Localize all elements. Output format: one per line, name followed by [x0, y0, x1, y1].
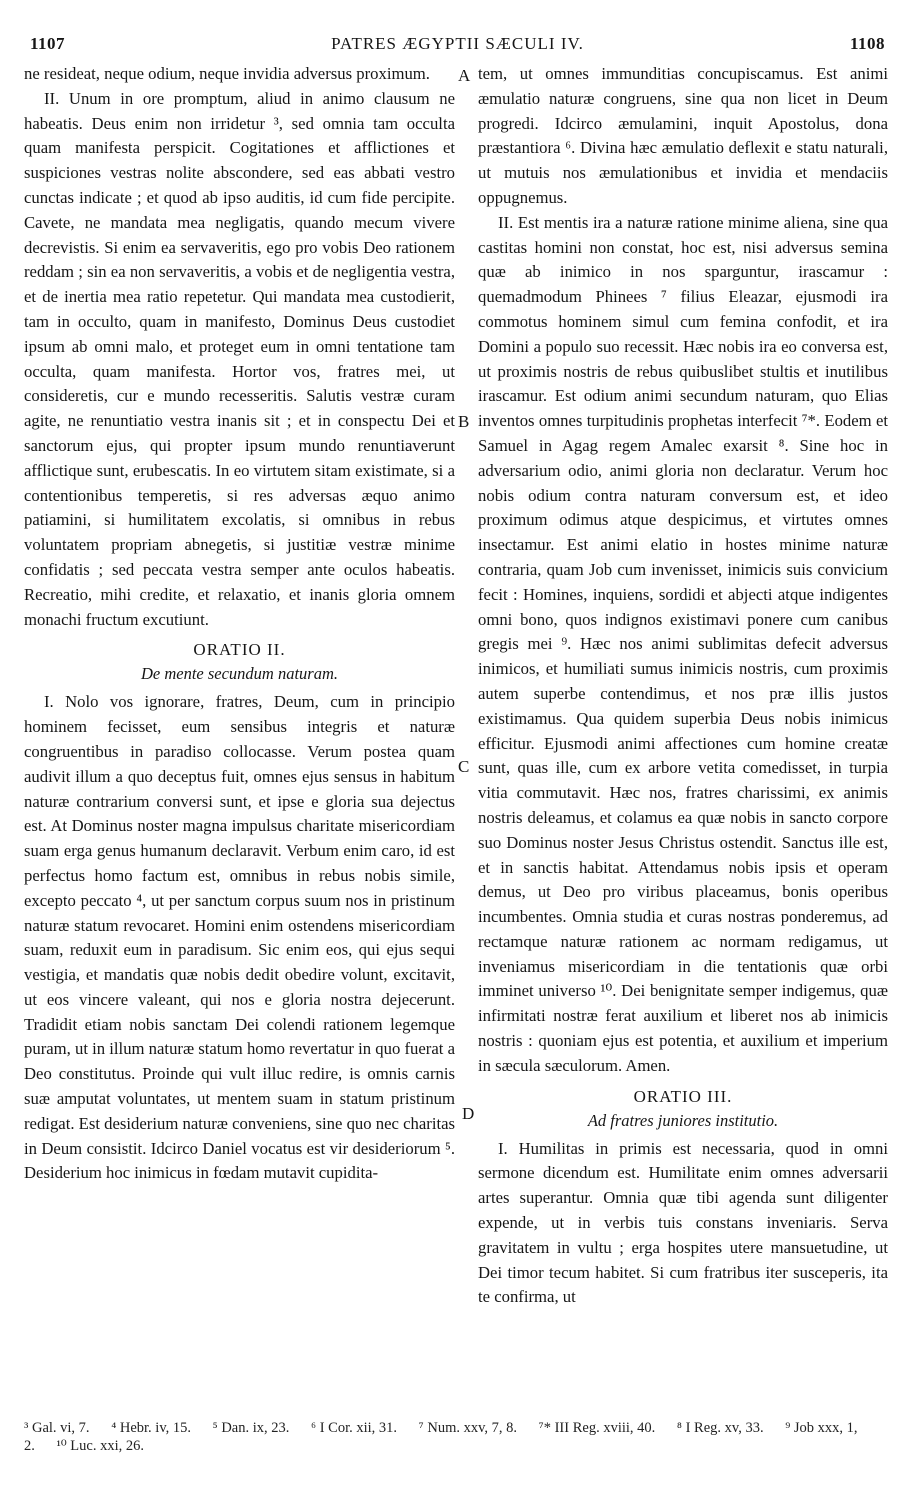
oratio-ii-subtitle: De mente secundum naturam. — [140, 664, 339, 684]
margin-letter-b: B — [458, 412, 470, 431]
footnote: ⁷* III Reg. xviii, 40. — [538, 1420, 656, 1436]
paragraph-section-ii: II. Est mentis ira a naturæ ratione minime aliena, sine qua castitas homini non constat, hoc est, nisi adversus semina quæ ab inimico in nos sparguntur, irascamur : quemadmodum Phinees ⁷ filius Eleazar, ejusmodi ira commotus hominem simul cum femina confodit, et ira Domini a populo suo recessit. Hæc nobis ira eo conversa est, ut proximis nostris de rebus quibuslibet stultis et inutilibus irascamur. Est odium animi secundum naturam, quo Elias inventos omnes turpitudinis prophetas interfecit ⁷*. Eodem et Samuel in Agag regem Amalec exarsit ⁸. Sine hoc in adversarium odio, animi gloria non declaratur. Verum hoc nobis odium contra naturam conversum est, et ideo proximum odimus atque despicimus, et virtutes omnes insectamur. Est animi elatio in hostes minime naturæ contraria, quam Job cum invenisset, inimicis suis convicium fecit : Homines, inquiens, sordidi et abjecti atque indigentes omni bono, quos indignos existimavi ponere cum canibus gregis mei ⁹. Hæc nos animi sublimitas defecit adversus inimicos, et humiliati sumus inimicis nostris, cum proximis autem superbe contendimus, et nos præ illis justos existimamus. Qua quidem superbia Deus nobis inimicus efficitur. Ejusmodi animi affectiones cum homine creatæ sunt, quas ille, cum ex arbore vetita comedisset, in turpia vitia commutavit. Hæc nos, fratres charissimi, ex animis nostris deleamus, et colamus ea quæ nobis in sancto corpore suo Dominus noster Jesus Christus ostendit. Sanctus ille est, et in sanctis habitat. Attendamus nobis ipsis et operam demus, ut Deo pro viribus placeamus, bonis operibus incumbentes. Omnia studia et curas nostras ponderemus, ad rectamque naturæ rationem ac normam redigamus, ut inveniamus misericordiam in die tentationis quæ orbi imminet universo ¹⁰. Dei benignitate semper indigemus, quæ infirmitati nostræ ferat auxilium et liberet nos ab inimicis nostris : quoniam ejus est potentia, et auxilium et imperium in sæcula sæculorum. Amen. — [478, 212, 888, 1075]
paragraph-oratio-ii-section-i: I. Nolo vos ignorare, fratres, Deum, cum in principio hominem fecisset, eum sensibus integris et naturæ congruentibus in paradiso collocasse. Verum postea quam audivit illum a quo deceptus fuit, omnes ejus sensus in habitum naturæ contrarium conversi sunt, et ipse e gloria sua dejectus est. At Dominus noster magna impulsus charitate misericordiam suam erga genus humanum declaravit. Verbum enim caro, id est perfectus homo factum est, omnibus in rebus nobis simile, excepto peccato ⁴, ut per sanctum corpus suum nos in pristinum naturæ statum revocaret. Homini enim ostendens misericordiam suam, reduxit eum in paradisum. Sic enim eos, qui ejus sequi vestigia, et mandatis quæ nobis dedit obedire volunt, excitavit, ut eos vincere valeant, qui nos e gloria nostra dejecerunt. Tradidit etiam nobis sanctam Dei colendi rationem legemque puram, ut in illum naturæ statum homo revertatur in quo fuerat a Deo constitutus. Proinde qui vult illuc redire, is omnis carnis suæ amputat voluntates, ut mentem suam in statum pristinum redigat. Est desiderium naturæ conveniens, sine quo nec charitas in Deum consistit. Idcirco Daniel vocatus est vir desideriorum ⁵. Desiderium hoc inimicus in fœdam mutavit cupidita- — [24, 692, 455, 1183]
footnote: ⁹ Job xxx, 1, 2. — [24, 1420, 858, 1454]
margin-letter-d: D — [462, 1104, 475, 1123]
paragraph-continuation: ne resideat, neque odium, neque invidia adversus proximum. — [24, 64, 430, 83]
oratio-iii-heading: ORATIO III. — [633, 1086, 733, 1106]
right-column — [478, 62, 888, 1310]
paragraph-oratio-iii-section-i: I. Humilitas in primis est necessaria, quod in omni sermone dicendum est. Humilitate enim omnes adversarii artes superantur. Omnia quæ tibi agenda sunt diligenter expende, ut in verbis tuis constans inveniaris. Serva gravitatem in vultu ; erga hospites utere mansuetudine, ut Dei timor tecum habitet. Si cum fratribus iter susceperis, ita te confirma, ut — [478, 1138, 888, 1307]
paragraph-continuation: tem, ut omnes immunditias concupiscamus. Est animi æmulatio naturæ congruens, sine qua non licet in Deum progredi. Idcirco æmulamini, inquit Apostolus, dona præstantiora ⁶. Divina hæc æmulatio deflexit e statu naturali, ut mutuis nos æmulationibus et invidia et mendaciis oppugnemus. — [478, 64, 888, 207]
page-header — [30, 14, 885, 54]
footnote: ⁷ Num. xxv, 7, 8. — [418, 1420, 518, 1436]
margin-letter-c: C — [458, 757, 470, 776]
running-title: PATRES ÆGYPTII SÆCULI IV. — [331, 34, 584, 53]
footnote: ³ Gal. vi, 7. — [24, 1420, 90, 1436]
paragraph-section-ii: II. Unum in ore promptum, aliud in animo clausum ne habeatis. Deus enim non irridetur ³, sed omnia tam occulta quam manifesta perspicit. Cogitationes et afflictiones et suspiciones vestras nolite abscondere, sed eas abbati vestro cunctas indicate ; et quod ab ipso auditis, id cum fide percipite. Cavete, ne mandata mea negligatis, quando mecum vivere decrevistis. Si enim ea servaveritis, ego pro vobis Deo rationem reddam ; sin ea non servaveritis, a vobis et de negligentia vestra, et de inertia mea ratio repetetur. Qui mandata mea custodierit, tam in occulto, quam in manifesto, Dominus Deus custodiet ipsum ab omni malo, et proteget eum in omni tentatione tam occulta, quam manifesta. Hortor vos, fratres mei, ut consideretis, cur e mundo recesseritis. Salutis vestræ curam agite, ne renuntiatio vestra inanis sit ; et in conspectu Dei et sanctorum ejus, qui propter ipsum mundo renuntiaverunt afflictique sunt, erubescatis. In eo virtutem sitam existimate, si a contentionibus temperetis, si res adversas æquo animo patiamini, si humilitatem excolatis, si omnibus in rebus voluntatem propriam abnegetis, si justitiæ vestræ minime confidatis ; sed peccata vestra semper ante oculos habeatis. Recreatio, mihi credite, et relaxatio, et inanis gloria omnem monachi fructum excutiunt. — [24, 88, 455, 629]
footnotes — [24, 1419, 888, 1455]
margin-letter-a: A — [458, 66, 471, 85]
footnote: ⁶ I Cor. xii, 31. — [311, 1420, 398, 1436]
oratio-ii-heading: ORATIO II. — [193, 640, 286, 660]
left-column — [24, 62, 455, 1186]
page-number-left: 1107 — [30, 34, 66, 53]
footnote: ¹⁰ Luc. xxi, 26. — [56, 1438, 144, 1454]
footnote: ⁸ I Reg. xv, 33. — [676, 1420, 764, 1436]
footnote: ⁵ Dan. ix, 23. — [212, 1420, 290, 1436]
page-number-right: 1108 — [849, 34, 885, 53]
footnote: ⁴ Hebr. iv, 15. — [111, 1420, 192, 1436]
oratio-iii-subtitle: Ad fratres juniores institutio. — [587, 1110, 779, 1130]
